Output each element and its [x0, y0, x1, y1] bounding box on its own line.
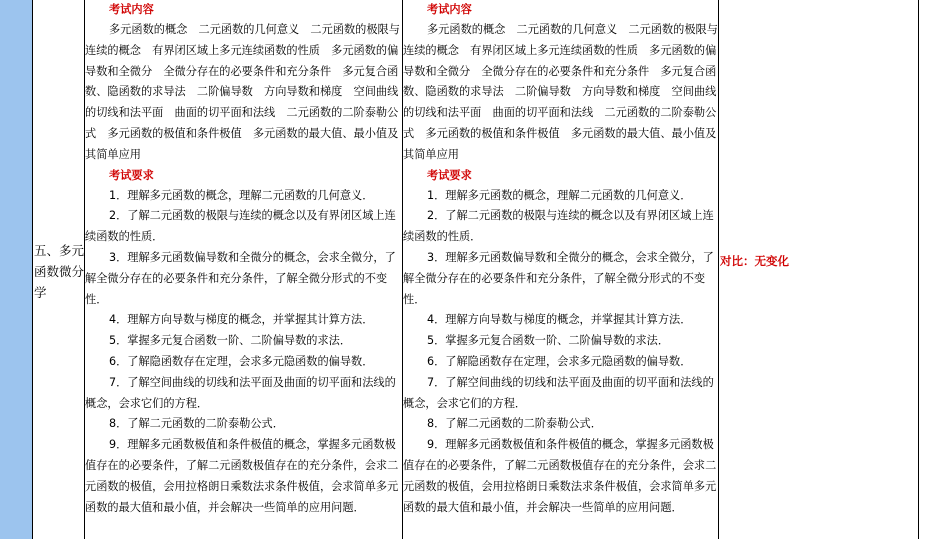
syllabus-old-cell	[85, 0, 403, 539]
requirement-item: 5．掌握多元复合函数一阶、二阶偏导数的求法．	[109, 334, 352, 348]
requirement-item: 7．了解空间曲线的切线和法平面及曲面的切平面和法线的概念，会求它们的方程．	[403, 375, 714, 410]
requirement-item: 3．理解多元函数偏导数和全微分的概念，会求全微分，了解全微分存在的必要条件和充分条件，了解全微分形式的不变性．	[85, 250, 396, 306]
content-text: 多元函数的概念 二元函数的几何意义 二元函数的极限与连续的概念 有界闭区域上多元连续函数的性质 多元函数的偏导数和全微分 全微分存在的必要条件和充分条件 多元复合函数、隐函数的求导法 二阶偏导数 方向导数和梯度 空间曲线的切线和法平面 曲面的切平面和法线 二元函数的二阶泰勒公式 多元函数的极值和条件极值 多元函数的最大值、最小值及其简单应用	[85, 23, 400, 161]
requirement-item: 6．了解隐函数存在定理，会求多元隐函数的偏导数．	[109, 354, 374, 368]
requirement-item: 3．理解多元函数偏导数和全微分的概念，会求全微分，了解全微分存在的必要条件和充分条件，了解全微分形式的不变性．	[403, 250, 714, 306]
row-marker-cell	[0, 0, 33, 539]
content-text: 多元函数的概念 二元函数的几何意义 二元函数的极限与连续的概念 有界闭区域上多元连续函数的性质 多元函数的偏导数和全微分 全微分存在的必要条件和充分条件 多元复合函数、隐函数的求导法 二阶偏导数 方向导数和梯度 空间曲线的切线和法平面 曲面的切平面和法线 二元函数的二阶泰勒公式 多元函数的极值和条件极值 多元函数的最大值、最小值及其简单应用	[403, 23, 718, 161]
requirement-item: 6．了解隐函数存在定理，会求多元隐函数的偏导数．	[427, 354, 692, 368]
requirement-item: 9．理解多元函数极值和条件极值的概念，掌握多元函数极值存在的必要条件，了解二元函数极值存在的充分条件，会求二元函数的极值，会用拉格朗日乘数法求条件极值，会求简单多元函数的最大值和最小值，并会解决一些简单的应用问题．	[85, 438, 399, 514]
requirement-item: 8．了解二元函数的二阶泰勒公式．	[109, 417, 284, 431]
requirements-heading: 考试要求	[427, 168, 472, 182]
comparison-note: 对比：无变化	[720, 254, 789, 268]
requirement-item: 1．理解多元函数的概念，理解二元函数的几何意义．	[109, 188, 374, 202]
syllabus-new-cell	[403, 0, 719, 539]
requirement-item: 4．理解方向导数与梯度的概念，并掌握其计算方法．	[109, 313, 374, 327]
requirement-item: 9．理解多元函数极值和条件极值的概念，掌握多元函数极值存在的必要条件，了解二元函数极值存在的充分条件，会求二元函数的极值，会用拉格朗日乘数法求条件极值，会求简单多元函数的最大值和最小值，并会解决一些简单的应用问题．	[403, 438, 717, 514]
requirement-item: 4．理解方向导数与梯度的概念，并掌握其计算方法．	[427, 313, 692, 327]
empty-cell	[919, 0, 932, 539]
requirements-heading: 考试要求	[109, 168, 154, 182]
requirement-item: 1．理解多元函数的概念，理解二元函数的几何意义．	[427, 188, 692, 202]
topic-label: 五、多元函数微分学	[34, 243, 85, 300]
topic-cell	[33, 0, 85, 539]
requirement-item: 5．掌握多元复合函数一阶、二阶偏导数的求法．	[427, 334, 670, 348]
requirement-item: 7．了解空间曲线的切线和法平面及曲面的切平面和法线的概念，会求它们的方程．	[85, 375, 396, 410]
requirement-item: 8．了解二元函数的二阶泰勒公式．	[427, 417, 602, 431]
requirement-item: 2．了解二元函数的极限与连续的概念以及有界闭区域上连续函数的性质．	[85, 209, 396, 244]
content-heading: 考试内容	[427, 3, 472, 16]
content-heading: 考试内容	[109, 3, 154, 16]
requirement-item: 2．了解二元函数的极限与连续的概念以及有界闭区域上连续函数的性质．	[403, 209, 714, 244]
comparison-cell	[719, 0, 919, 539]
